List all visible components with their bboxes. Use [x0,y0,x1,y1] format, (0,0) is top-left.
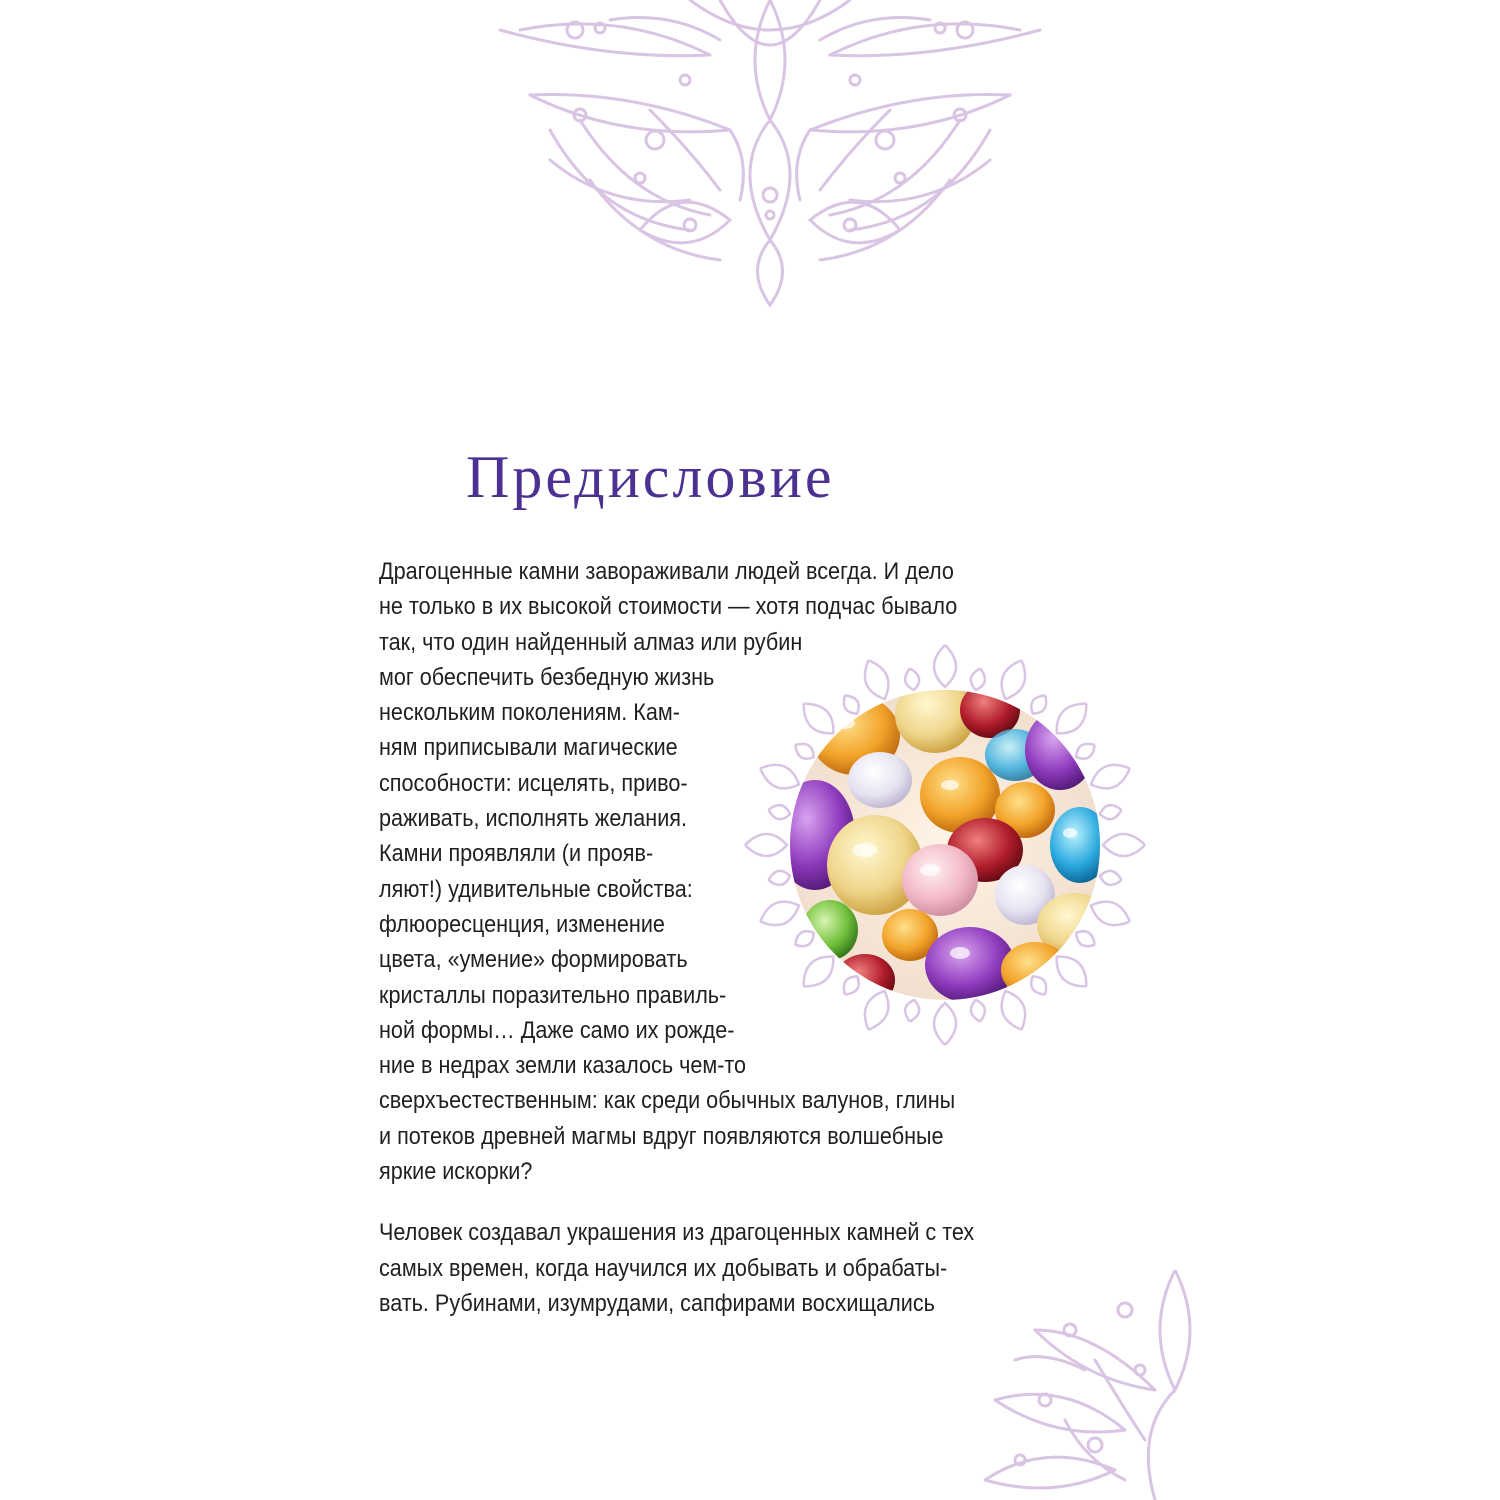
text-line: мог обеспечить безбедную жизнь [379,663,715,691]
text-line: Человек создавал украшения из драгоценных камней с тех [379,1219,975,1247]
paragraph-spacer [379,1189,1059,1215]
paragraph-2 [379,1215,1059,1321]
text-line: сверхъестественным: как среди обычных валунов, глины [379,1087,956,1115]
text-line: ной формы… Даже само их рожде- [379,1016,735,1044]
text-line: так, что один найденный алмаз или рубин [379,628,803,656]
text-line: вать. Рубинами, изумрудами, сапфирами восхищались [379,1289,935,1317]
text-line: Камни проявляли (и прояв- [379,840,654,868]
top-floral-ornament [490,0,1050,310]
page-title: Предисловие [466,444,835,510]
text-line: не только в их высокой стоимости — хотя подчас бывало [379,593,958,621]
text-line: самых времен, когда научился их добывать и обрабаты- [379,1254,948,1282]
text-line: цвета, «умение» формировать [379,946,688,974]
text-line: яркие искорки? [379,1158,533,1186]
text-line: ние в недрах земли казалось чем-то [379,1052,747,1080]
text-line: Драгоценные камни завораживали людей всегда. И дело [379,558,954,585]
gemstones-figure [735,635,1155,1055]
text-line: и потеков древней магмы вдруг появляются волшебные [379,1122,944,1150]
text-line: кристаллы поразительно правиль- [379,981,727,1009]
text-line: способности: исцелять, приво- [379,769,688,797]
text-line: ляют!) удивительные свойства: [379,875,693,903]
text-line: нескольким поколениям. Кам- [379,699,680,727]
text-line: флюоресценция, изменение [379,910,665,938]
text-line: раживать, исполнять желания. [379,805,687,833]
text-line: ням приписывали магические [379,734,678,762]
